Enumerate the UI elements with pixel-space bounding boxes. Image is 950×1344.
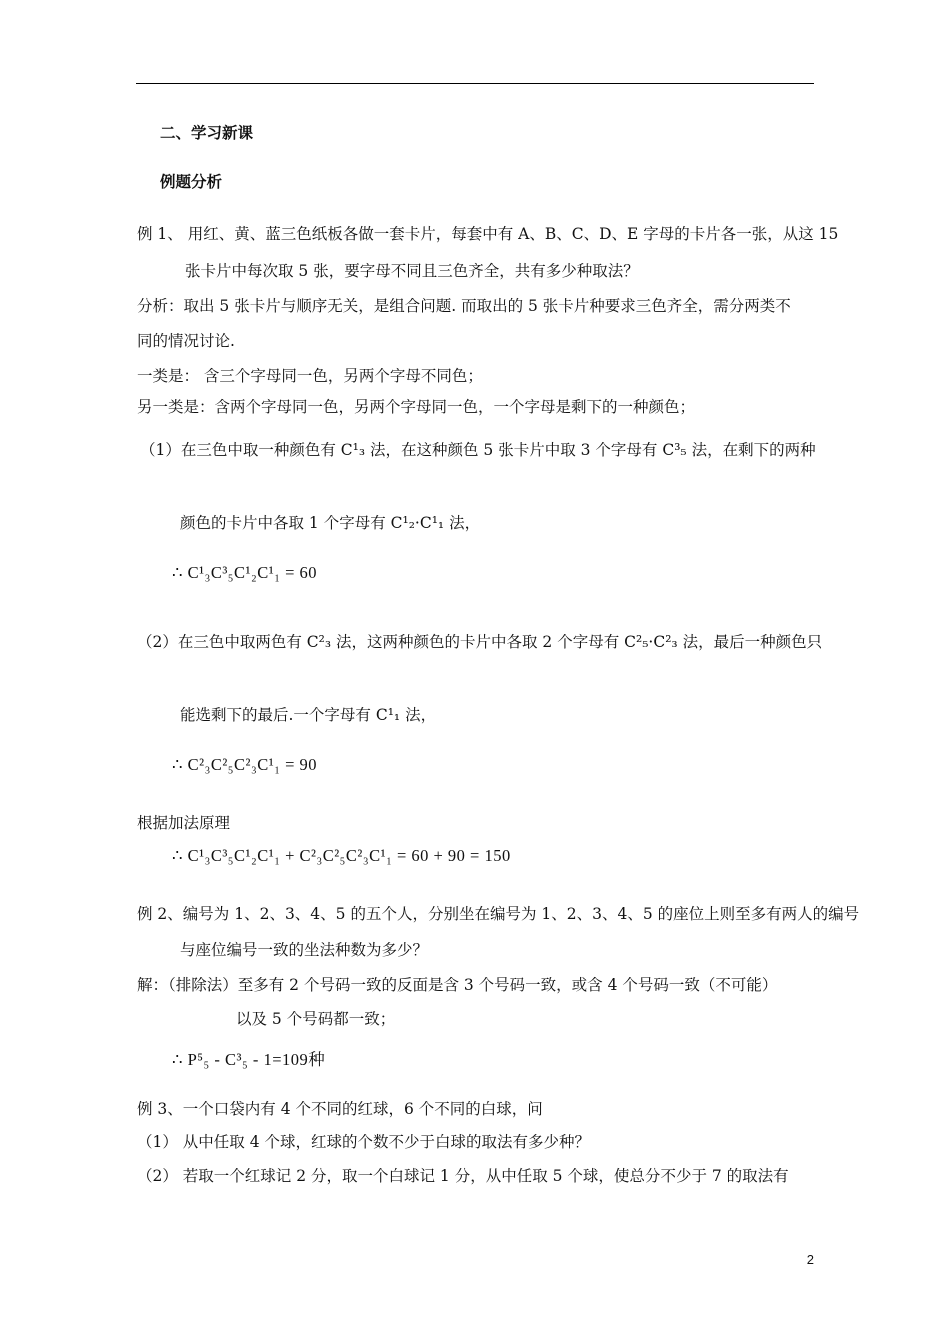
case-2-line-1: （2）在三色中取两色有 C²₃ 法，这两种颜色的卡片中各取 2 个字母有 C²₅·C²₃ 法，最后一种颜色只 [137,633,823,651]
case-1-result-formula: ∴ C¹₃C³₅C¹₂C¹₁ = 60 [172,563,317,582]
example-3-question-1: （1） 从中任取 4 个球，红球的个数不少于白球的取法有多少种？ [137,1133,591,1151]
analysis-line-1: 分析：取出 5 张卡片与顺序无关，是组合问题. 而取出的 5 张卡片种要求三色齐全，需分两类不 [137,297,791,315]
example-1-line-1: 例 1、 用红、黄、蓝三色纸板各做一套卡片，每套中有 A、B、C、D、E 字母的卡片各一张，从这 15 [137,225,839,243]
example-3-line-1: 例 3、一个口袋内有 4 个不同的红球，6 个不同的白球，问 [137,1100,543,1118]
page-number: 2 [806,1252,814,1267]
solution-line-1: 解：（排除法）至多有 2 个号码一致的反面是含 3 个号码一致，或含 4 个号码一致（不可能） [137,976,778,994]
header-rule [136,83,814,84]
case-2-result-formula: ∴ C²₃C²₅C²₃C¹₁ = 90 [172,755,317,774]
addition-principle-label: 根据加法原理 [137,814,231,832]
section-title: 二、学习新课 [160,124,254,142]
analysis-line-2: 同的情况讨论. [137,332,235,350]
example-2-line-2: 与座位编号一致的坐法种数为多少？ [180,941,429,959]
example-2-line-1: 例 2、编号为 1、2、3、4、5 的五个人，分别坐在编号为 1、2、3、4、5 的座位上则至多有两人的编号 [137,905,860,923]
case-1-line-1: （1）在三色中取一种颜色有 C¹₃ 法，在这种颜色 5 张卡片中取 3 个字母有 C³₅ 法，在剩下的两种 [140,441,816,459]
total-formula: ∴ C¹₃C³₅C¹₂C¹₁ + C²₃C²₅C²₃C¹₁ = 60 + 90 = 150 [172,846,511,865]
case-1-line-2: 颜色的卡片中各取 1 个字母有 C¹₂·C¹₁ 法， [180,514,481,532]
solution-line-2: 以及 5 个号码都一致； [236,1010,396,1028]
example-1-line-2: 张卡片中每次取 5 张，要字母不同且三色齐全，共有多少种取法？ [185,262,639,280]
subsection-title: 例题分析 [160,173,223,191]
type-2-line: 另一类是：含两个字母同一色，另两个字母同一色，一个字母是剩下的一种颜色； [137,398,696,416]
case-2-line-2: 能选剩下的最后.一个字母有 C¹₁ 法， [180,706,437,724]
example-3-question-2: （2） 若取一个红球记 2 分，取一个白球记 1 分，从中任取 5 个球，使总分不少于 7 的取法有 [137,1167,789,1185]
example-2-result-formula: ∴ P⁵₅ - C³₅ - 1=109种 [172,1050,326,1069]
type-1-line: 一类是： 含三个字母同一色，另两个字母不同色； [137,367,483,385]
